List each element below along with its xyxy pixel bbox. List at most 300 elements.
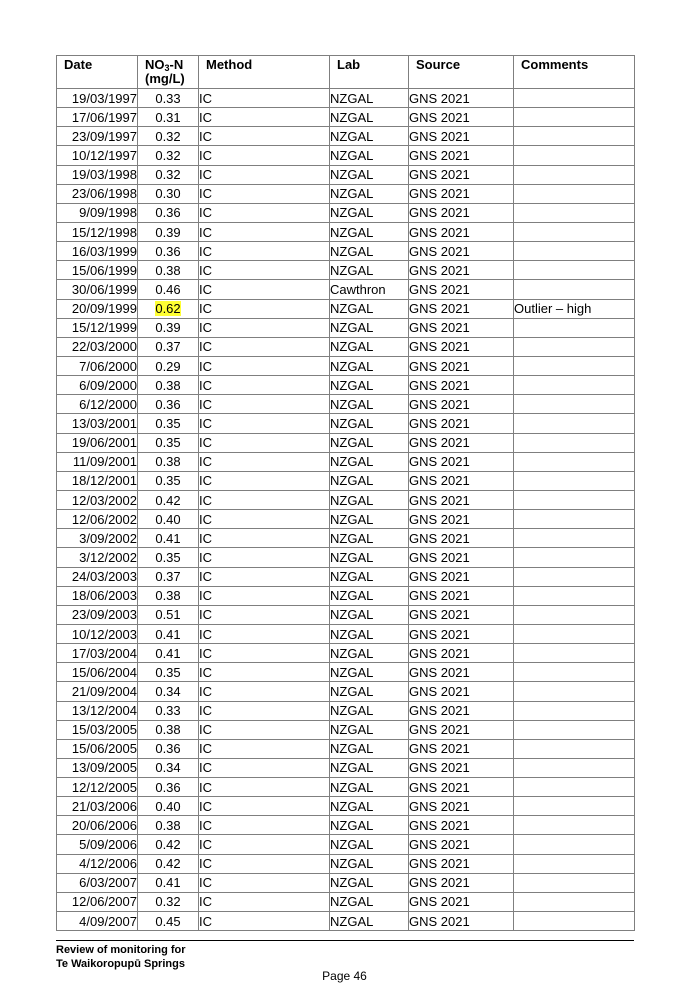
cell-lab: NZGAL [330, 892, 409, 911]
cell-lab: NZGAL [330, 184, 409, 203]
cell-lab: NZGAL [330, 701, 409, 720]
cell-comment [514, 356, 635, 375]
cell-no3n: 0.41 [138, 644, 199, 663]
cell-no3n: 0.38 [138, 261, 199, 280]
cell-source: GNS 2021 [409, 222, 514, 241]
cell-lab: NZGAL [330, 586, 409, 605]
cell-no3n: 0.51 [138, 605, 199, 624]
cell-no3n: 0.34 [138, 758, 199, 777]
cell-date: 10/12/2003 [57, 624, 138, 643]
cell-source: GNS 2021 [409, 912, 514, 931]
cell-date: 18/06/2003 [57, 586, 138, 605]
cell-lab: NZGAL [330, 624, 409, 643]
cell-date: 17/06/1997 [57, 108, 138, 127]
cell-no3n: 0.38 [138, 816, 199, 835]
cell-source: GNS 2021 [409, 471, 514, 490]
cell-comment [514, 471, 635, 490]
cell-comment [514, 510, 635, 529]
cell-method: IC [199, 778, 330, 797]
cell-no3n: 0.40 [138, 797, 199, 816]
cell-no3n: 0.35 [138, 663, 199, 682]
cell-comment [514, 682, 635, 701]
cell-date: 22/03/2000 [57, 337, 138, 356]
cell-source: GNS 2021 [409, 586, 514, 605]
cell-comment [514, 624, 635, 643]
cell-no3n: 0.36 [138, 778, 199, 797]
cell-source: GNS 2021 [409, 816, 514, 835]
cell-method: IC [199, 242, 330, 261]
cell-method: IC [199, 299, 330, 318]
cell-method: IC [199, 548, 330, 567]
cell-comment [514, 89, 635, 108]
table-row [57, 510, 635, 529]
cell-comment [514, 548, 635, 567]
table-row [57, 242, 635, 261]
cell-source: GNS 2021 [409, 644, 514, 663]
cell-date: 21/09/2004 [57, 682, 138, 701]
cell-method: IC [199, 222, 330, 241]
cell-no3n [138, 299, 199, 318]
cell-lab: NZGAL [330, 510, 409, 529]
cell-lab: NZGAL [330, 165, 409, 184]
cell-lab: NZGAL [330, 663, 409, 682]
footer-title-line2: Te Waikoropupū Springs [56, 958, 185, 970]
cell-method: IC [199, 318, 330, 337]
cell-method: IC [199, 261, 330, 280]
cell-no3n: 0.33 [138, 89, 199, 108]
cell-method: IC [199, 816, 330, 835]
cell-date: 3/12/2002 [57, 548, 138, 567]
cell-date: 15/03/2005 [57, 720, 138, 739]
cell-date: 19/03/1998 [57, 165, 138, 184]
cell-lab: NZGAL [330, 337, 409, 356]
table-row [57, 146, 635, 165]
cell-source: GNS 2021 [409, 108, 514, 127]
cell-method: IC [199, 452, 330, 471]
cell-lab: NZGAL [330, 356, 409, 375]
cell-comment [514, 280, 635, 299]
cell-method: IC [199, 758, 330, 777]
cell-method: IC [199, 892, 330, 911]
table-row [57, 222, 635, 241]
table-row [57, 873, 635, 892]
cell-lab: NZGAL [330, 567, 409, 586]
table-row [57, 280, 635, 299]
cell-method: IC [199, 529, 330, 548]
cell-comment [514, 242, 635, 261]
cell-lab: NZGAL [330, 261, 409, 280]
cell-comment [514, 203, 635, 222]
cell-no3n: 0.31 [138, 108, 199, 127]
cell-date: 19/03/1997 [57, 89, 138, 108]
cell-method: IC [199, 146, 330, 165]
cell-method: IC [199, 376, 330, 395]
cell-method: IC [199, 567, 330, 586]
cell-date: 19/06/2001 [57, 433, 138, 452]
table-row [57, 778, 635, 797]
cell-method: IC [199, 356, 330, 375]
header-comments: Comments [514, 56, 635, 89]
cell-comment [514, 490, 635, 509]
cell-lab: NZGAL [330, 873, 409, 892]
cell-source: GNS 2021 [409, 548, 514, 567]
table-row [57, 108, 635, 127]
header-no3-tail: -N [169, 57, 184, 72]
cell-date: 6/12/2000 [57, 395, 138, 414]
cell-date: 11/09/2001 [57, 452, 138, 471]
cell-date: 12/06/2002 [57, 510, 138, 529]
cell-comment [514, 816, 635, 835]
cell-no3n: 0.36 [138, 242, 199, 261]
cell-lab: NZGAL [330, 433, 409, 452]
cell-method: IC [199, 586, 330, 605]
cell-date: 12/03/2002 [57, 490, 138, 509]
table-row [57, 299, 635, 318]
table-row [57, 644, 635, 663]
cell-method: IC [199, 912, 330, 931]
cell-method: IC [199, 510, 330, 529]
cell-no3n: 0.41 [138, 624, 199, 643]
cell-comment [514, 701, 635, 720]
table-row [57, 127, 635, 146]
cell-comment [514, 835, 635, 854]
cell-comment [514, 854, 635, 873]
table-row [57, 184, 635, 203]
table-body [57, 89, 635, 931]
cell-no3n: 0.35 [138, 433, 199, 452]
cell-source: GNS 2021 [409, 318, 514, 337]
table-row [57, 395, 635, 414]
cell-source: GNS 2021 [409, 567, 514, 586]
cell-method: IC [199, 873, 330, 892]
cell-lab: NZGAL [330, 490, 409, 509]
cell-source: GNS 2021 [409, 778, 514, 797]
cell-comment [514, 873, 635, 892]
cell-lab: NZGAL [330, 797, 409, 816]
cell-date: 6/03/2007 [57, 873, 138, 892]
cell-comment [514, 758, 635, 777]
cell-no3n: 0.37 [138, 567, 199, 586]
cell-date: 30/06/1999 [57, 280, 138, 299]
cell-method: IC [199, 605, 330, 624]
table-row [57, 816, 635, 835]
cell-date: 23/09/2003 [57, 605, 138, 624]
cell-comment [514, 529, 635, 548]
cell-comment [514, 395, 635, 414]
cell-method: IC [199, 184, 330, 203]
table-row [57, 854, 635, 873]
cell-source: GNS 2021 [409, 433, 514, 452]
cell-no3n: 0.32 [138, 146, 199, 165]
table-row [57, 490, 635, 509]
cell-no3n: 0.41 [138, 529, 199, 548]
cell-comment [514, 108, 635, 127]
cell-method: IC [199, 644, 330, 663]
cell-method: IC [199, 108, 330, 127]
cell-no3n: 0.36 [138, 395, 199, 414]
cell-lab: NZGAL [330, 758, 409, 777]
cell-lab: NZGAL [330, 146, 409, 165]
header-method: Method [199, 56, 330, 89]
header-no3-sub: 3 [164, 63, 170, 73]
cell-method: IC [199, 720, 330, 739]
cell-comment [514, 337, 635, 356]
cell-source: GNS 2021 [409, 510, 514, 529]
cell-method: IC [199, 854, 330, 873]
cell-method: IC [199, 471, 330, 490]
cell-source: GNS 2021 [409, 376, 514, 395]
cell-comment [514, 261, 635, 280]
footer-divider [56, 940, 634, 941]
cell-comment [514, 318, 635, 337]
table-header-row [57, 56, 635, 89]
table-row [57, 739, 635, 758]
cell-source: GNS 2021 [409, 395, 514, 414]
cell-no3n: 0.36 [138, 739, 199, 758]
cell-comment [514, 605, 635, 624]
cell-method: IC [199, 127, 330, 146]
highlighted-value: 0.62 [155, 301, 181, 317]
cell-comment [514, 586, 635, 605]
cell-comment [514, 567, 635, 586]
cell-no3n: 0.45 [138, 912, 199, 931]
cell-source: GNS 2021 [409, 854, 514, 873]
cell-source: GNS 2021 [409, 280, 514, 299]
cell-no3n: 0.39 [138, 318, 199, 337]
cell-lab: NZGAL [330, 739, 409, 758]
cell-no3n: 0.40 [138, 510, 199, 529]
cell-source: GNS 2021 [409, 356, 514, 375]
cell-no3n: 0.35 [138, 548, 199, 567]
table-row [57, 892, 635, 911]
cell-date: 7/06/2000 [57, 356, 138, 375]
cell-date: 4/09/2007 [57, 912, 138, 931]
cell-source: GNS 2021 [409, 299, 514, 318]
cell-method: IC [199, 395, 330, 414]
cell-lab: NZGAL [330, 682, 409, 701]
cell-comment [514, 146, 635, 165]
cell-method: IC [199, 739, 330, 758]
table-row [57, 261, 635, 280]
table-row [57, 433, 635, 452]
header-no3-unit: (mg/L) [145, 71, 185, 86]
cell-lab: NZGAL [330, 548, 409, 567]
cell-no3n: 0.34 [138, 682, 199, 701]
table-row [57, 605, 635, 624]
cell-method: IC [199, 89, 330, 108]
cell-no3n: 0.41 [138, 873, 199, 892]
cell-method: IC [199, 624, 330, 643]
cell-lab: NZGAL [330, 203, 409, 222]
cell-source: GNS 2021 [409, 529, 514, 548]
cell-no3n: 0.29 [138, 356, 199, 375]
cell-comment [514, 452, 635, 471]
cell-lab: NZGAL [330, 835, 409, 854]
cell-lab: NZGAL [330, 605, 409, 624]
cell-source: GNS 2021 [409, 624, 514, 643]
cell-date: 13/03/2001 [57, 414, 138, 433]
cell-source: GNS 2021 [409, 184, 514, 203]
cell-lab: NZGAL [330, 222, 409, 241]
cell-date: 6/09/2000 [57, 376, 138, 395]
cell-comment [514, 720, 635, 739]
table-row [57, 356, 635, 375]
page-number: Page 46 [322, 969, 367, 983]
cell-date: 9/09/1998 [57, 203, 138, 222]
nitrate-data-table [56, 55, 635, 931]
header-no3-main: NO [145, 57, 165, 72]
cell-lab: NZGAL [330, 89, 409, 108]
table-row [57, 548, 635, 567]
cell-source: GNS 2021 [409, 242, 514, 261]
cell-date: 20/06/2006 [57, 816, 138, 835]
cell-comment [514, 663, 635, 682]
table-row [57, 663, 635, 682]
cell-source: GNS 2021 [409, 739, 514, 758]
cell-date: 15/06/2005 [57, 739, 138, 758]
cell-no3n: 0.42 [138, 835, 199, 854]
header-lab: Lab [330, 56, 409, 89]
cell-source: GNS 2021 [409, 165, 514, 184]
cell-no3n: 0.38 [138, 376, 199, 395]
cell-date: 13/12/2004 [57, 701, 138, 720]
cell-no3n: 0.38 [138, 586, 199, 605]
cell-lab: NZGAL [330, 471, 409, 490]
cell-date: 21/03/2006 [57, 797, 138, 816]
table-row [57, 414, 635, 433]
cell-source: GNS 2021 [409, 701, 514, 720]
cell-date: 15/12/1999 [57, 318, 138, 337]
cell-comment [514, 912, 635, 931]
footer-title [56, 943, 186, 971]
cell-lab: NZGAL [330, 414, 409, 433]
cell-lab: NZGAL [330, 299, 409, 318]
cell-source: GNS 2021 [409, 682, 514, 701]
table-row [57, 567, 635, 586]
cell-lab: NZGAL [330, 242, 409, 261]
table-row [57, 701, 635, 720]
cell-source: GNS 2021 [409, 835, 514, 854]
cell-source: GNS 2021 [409, 127, 514, 146]
cell-comment [514, 797, 635, 816]
cell-source: GNS 2021 [409, 89, 514, 108]
table-row [57, 471, 635, 490]
cell-method: IC [199, 280, 330, 299]
cell-comment [514, 892, 635, 911]
table-row [57, 912, 635, 931]
cell-source: GNS 2021 [409, 490, 514, 509]
cell-method: IC [199, 203, 330, 222]
cell-date: 20/09/1999 [57, 299, 138, 318]
cell-source: GNS 2021 [409, 892, 514, 911]
cell-no3n: 0.30 [138, 184, 199, 203]
cell-no3n: 0.35 [138, 414, 199, 433]
cell-method: IC [199, 490, 330, 509]
cell-no3n: 0.38 [138, 720, 199, 739]
cell-lab: NZGAL [330, 529, 409, 548]
cell-method: IC [199, 165, 330, 184]
cell-source: GNS 2021 [409, 758, 514, 777]
table-row [57, 529, 635, 548]
cell-date: 15/06/2004 [57, 663, 138, 682]
table-row [57, 682, 635, 701]
table-row [57, 835, 635, 854]
cell-lab: NZGAL [330, 644, 409, 663]
cell-source: GNS 2021 [409, 414, 514, 433]
cell-comment [514, 414, 635, 433]
cell-lab: NZGAL [330, 854, 409, 873]
cell-source: GNS 2021 [409, 873, 514, 892]
cell-no3n: 0.39 [138, 222, 199, 241]
table-row [57, 720, 635, 739]
cell-lab: NZGAL [330, 376, 409, 395]
cell-date: 12/06/2007 [57, 892, 138, 911]
table-row [57, 337, 635, 356]
cell-method: IC [199, 337, 330, 356]
cell-date: 24/03/2003 [57, 567, 138, 586]
cell-comment [514, 127, 635, 146]
cell-date: 23/06/1998 [57, 184, 138, 203]
cell-date: 18/12/2001 [57, 471, 138, 490]
cell-source: GNS 2021 [409, 146, 514, 165]
cell-method: IC [199, 701, 330, 720]
cell-no3n: 0.38 [138, 452, 199, 471]
cell-source: GNS 2021 [409, 720, 514, 739]
cell-comment [514, 222, 635, 241]
cell-comment [514, 778, 635, 797]
cell-comment [514, 644, 635, 663]
cell-method: IC [199, 433, 330, 452]
cell-method: IC [199, 835, 330, 854]
cell-comment [514, 165, 635, 184]
table-row [57, 89, 635, 108]
cell-comment [514, 376, 635, 395]
cell-no3n: 0.37 [138, 337, 199, 356]
cell-source: GNS 2021 [409, 337, 514, 356]
footer-title-line1: Review of monitoring for [56, 944, 186, 956]
header-date: Date [57, 56, 138, 89]
cell-no3n: 0.32 [138, 892, 199, 911]
cell-date: 10/12/1997 [57, 146, 138, 165]
cell-lab: NZGAL [330, 720, 409, 739]
header-no3n [138, 56, 199, 89]
table-row [57, 165, 635, 184]
cell-date: 3/09/2002 [57, 529, 138, 548]
cell-no3n: 0.32 [138, 127, 199, 146]
cell-no3n: 0.32 [138, 165, 199, 184]
cell-source: GNS 2021 [409, 261, 514, 280]
cell-no3n: 0.42 [138, 490, 199, 509]
table-row [57, 624, 635, 643]
table-row [57, 797, 635, 816]
cell-no3n: 0.33 [138, 701, 199, 720]
cell-method: IC [199, 682, 330, 701]
cell-source: GNS 2021 [409, 605, 514, 624]
cell-lab: Cawthron [330, 280, 409, 299]
cell-comment [514, 184, 635, 203]
cell-comment: Outlier – high [514, 299, 635, 318]
cell-lab: NZGAL [330, 318, 409, 337]
cell-comment [514, 433, 635, 452]
cell-date: 15/12/1998 [57, 222, 138, 241]
table-row [57, 376, 635, 395]
cell-lab: NZGAL [330, 778, 409, 797]
cell-no3n: 0.35 [138, 471, 199, 490]
cell-no3n: 0.42 [138, 854, 199, 873]
table-row [57, 203, 635, 222]
cell-date: 13/09/2005 [57, 758, 138, 777]
header-source: Source [409, 56, 514, 89]
